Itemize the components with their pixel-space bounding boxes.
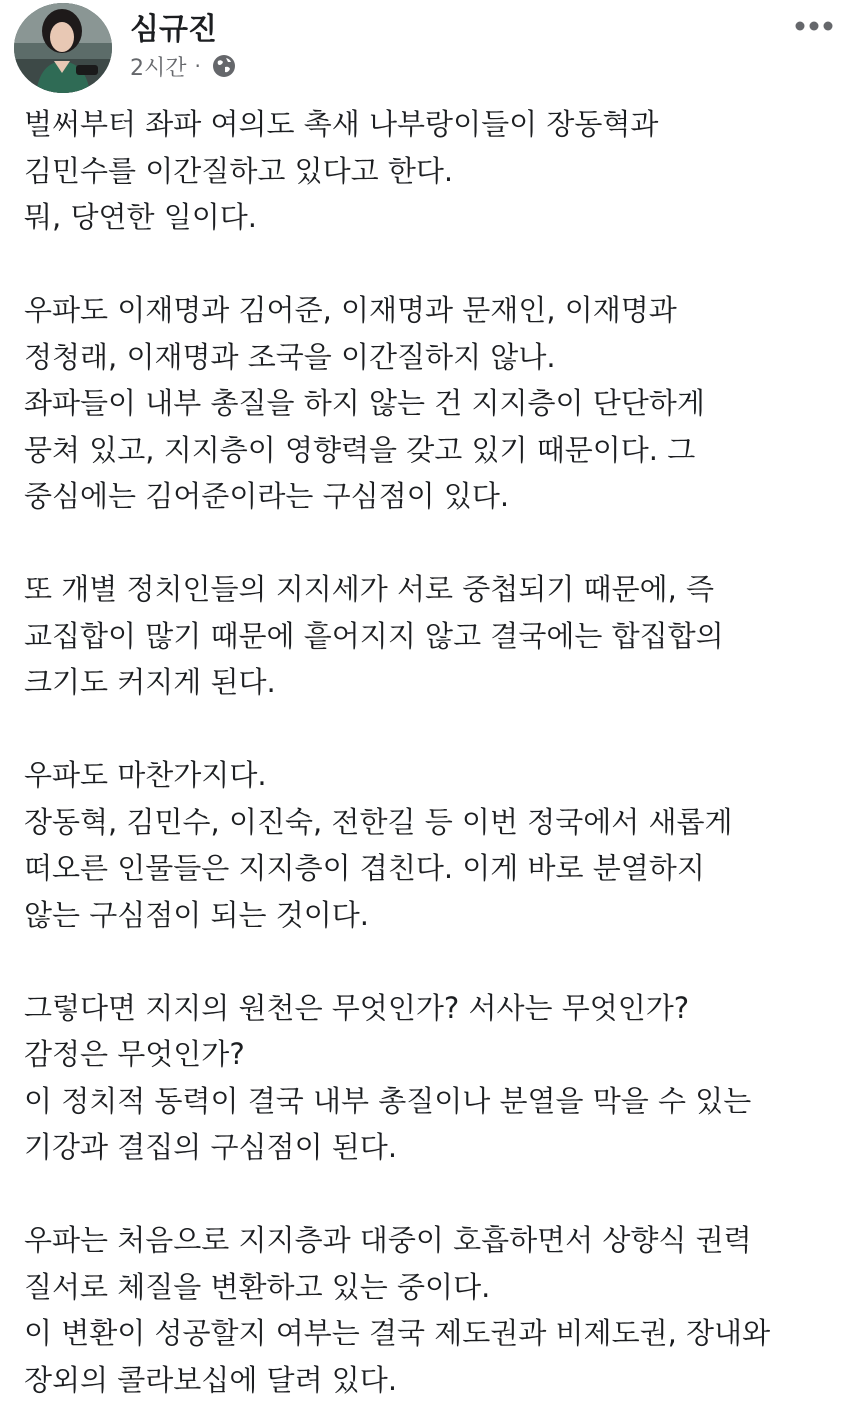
post-header [0,0,850,100]
paragraph-6 [24,1217,839,1403]
paragraph-4 [24,752,839,938]
paragraph-1 [24,101,839,241]
author-name[interactable]: 심규진 [130,4,217,48]
post-text-line: 기강과 결집의 구심점이 된다. [24,1124,839,1171]
meta-separator: · [195,54,201,78]
post-body [24,101,839,1403]
post-text-line: 뭐, 당연한 일이다. [24,194,839,241]
paragraph-3 [24,566,839,706]
post-text-line: 그렇다면 지지의 원천은 무엇인가? 서사는 무엇인가? [24,985,839,1032]
post-text-line: 이 변환이 성공할지 여부는 결국 제도권과 비제도권, 장내와 [24,1310,839,1357]
globe-icon[interactable] [211,53,237,79]
post-text-line: 중심에는 김어준이라는 구심점이 있다. [24,473,839,520]
post-time[interactable]: 2시간 [130,51,187,82]
post-text-line: 장동혁, 김민수, 이진숙, 전한길 등 이번 정국에서 새롭게 [24,799,839,846]
post-text-line: 또 개별 정치인들의 지지세가 서로 중첩되기 때문에, 즉 [24,566,839,613]
post-text-line: 않는 구심점이 되는 것이다. [24,892,839,939]
more-options-button[interactable] [790,8,838,44]
post-text-line: 벌써부터 좌파 여의도 촉새 나부랑이들이 장동혁과 [24,101,839,148]
post-text-line: 떠오른 인물들은 지지층이 겹친다. 이게 바로 분열하지 [24,845,839,892]
post-meta [130,50,237,82]
post-text-line: 김민수를 이간질하고 있다고 한다. [24,148,839,195]
post-text-line: 우파는 처음으로 지지층과 대중이 호흡하면서 상향식 권력 [24,1217,839,1264]
paragraph-2 [24,287,839,520]
paragraph-5 [24,985,839,1171]
avatar[interactable] [14,3,112,93]
post-text-line: 이 정치적 동력이 결국 내부 총질이나 분열을 막을 수 있는 [24,1078,839,1125]
post-text-line: 교집합이 많기 때문에 흩어지지 않고 결국에는 합집합의 [24,613,839,660]
post-text-line: 크기도 커지게 된다. [24,659,839,706]
post-text-line: 우파도 이재명과 김어준, 이재명과 문재인, 이재명과 [24,287,839,334]
post-text-line: 뭉쳐 있고, 지지층이 영향력을 갖고 있기 때문이다. 그 [24,427,839,474]
avatar-image [14,3,112,93]
post-text-line: 우파도 마찬가지다. [24,752,839,799]
post-text-line: 질서로 체질을 변환하고 있는 중이다. [24,1264,839,1311]
more-options-icon [794,20,834,32]
post-text-line: 장외의 콜라보십에 달려 있다. [24,1357,839,1403]
post-text-line: 정청래, 이재명과 조국을 이간질하지 않나. [24,334,839,381]
post-text-line: 좌파들이 내부 총질을 하지 않는 건 지지층이 단단하게 [24,380,839,427]
post-text-line: 감정은 무엇인가? [24,1031,839,1078]
